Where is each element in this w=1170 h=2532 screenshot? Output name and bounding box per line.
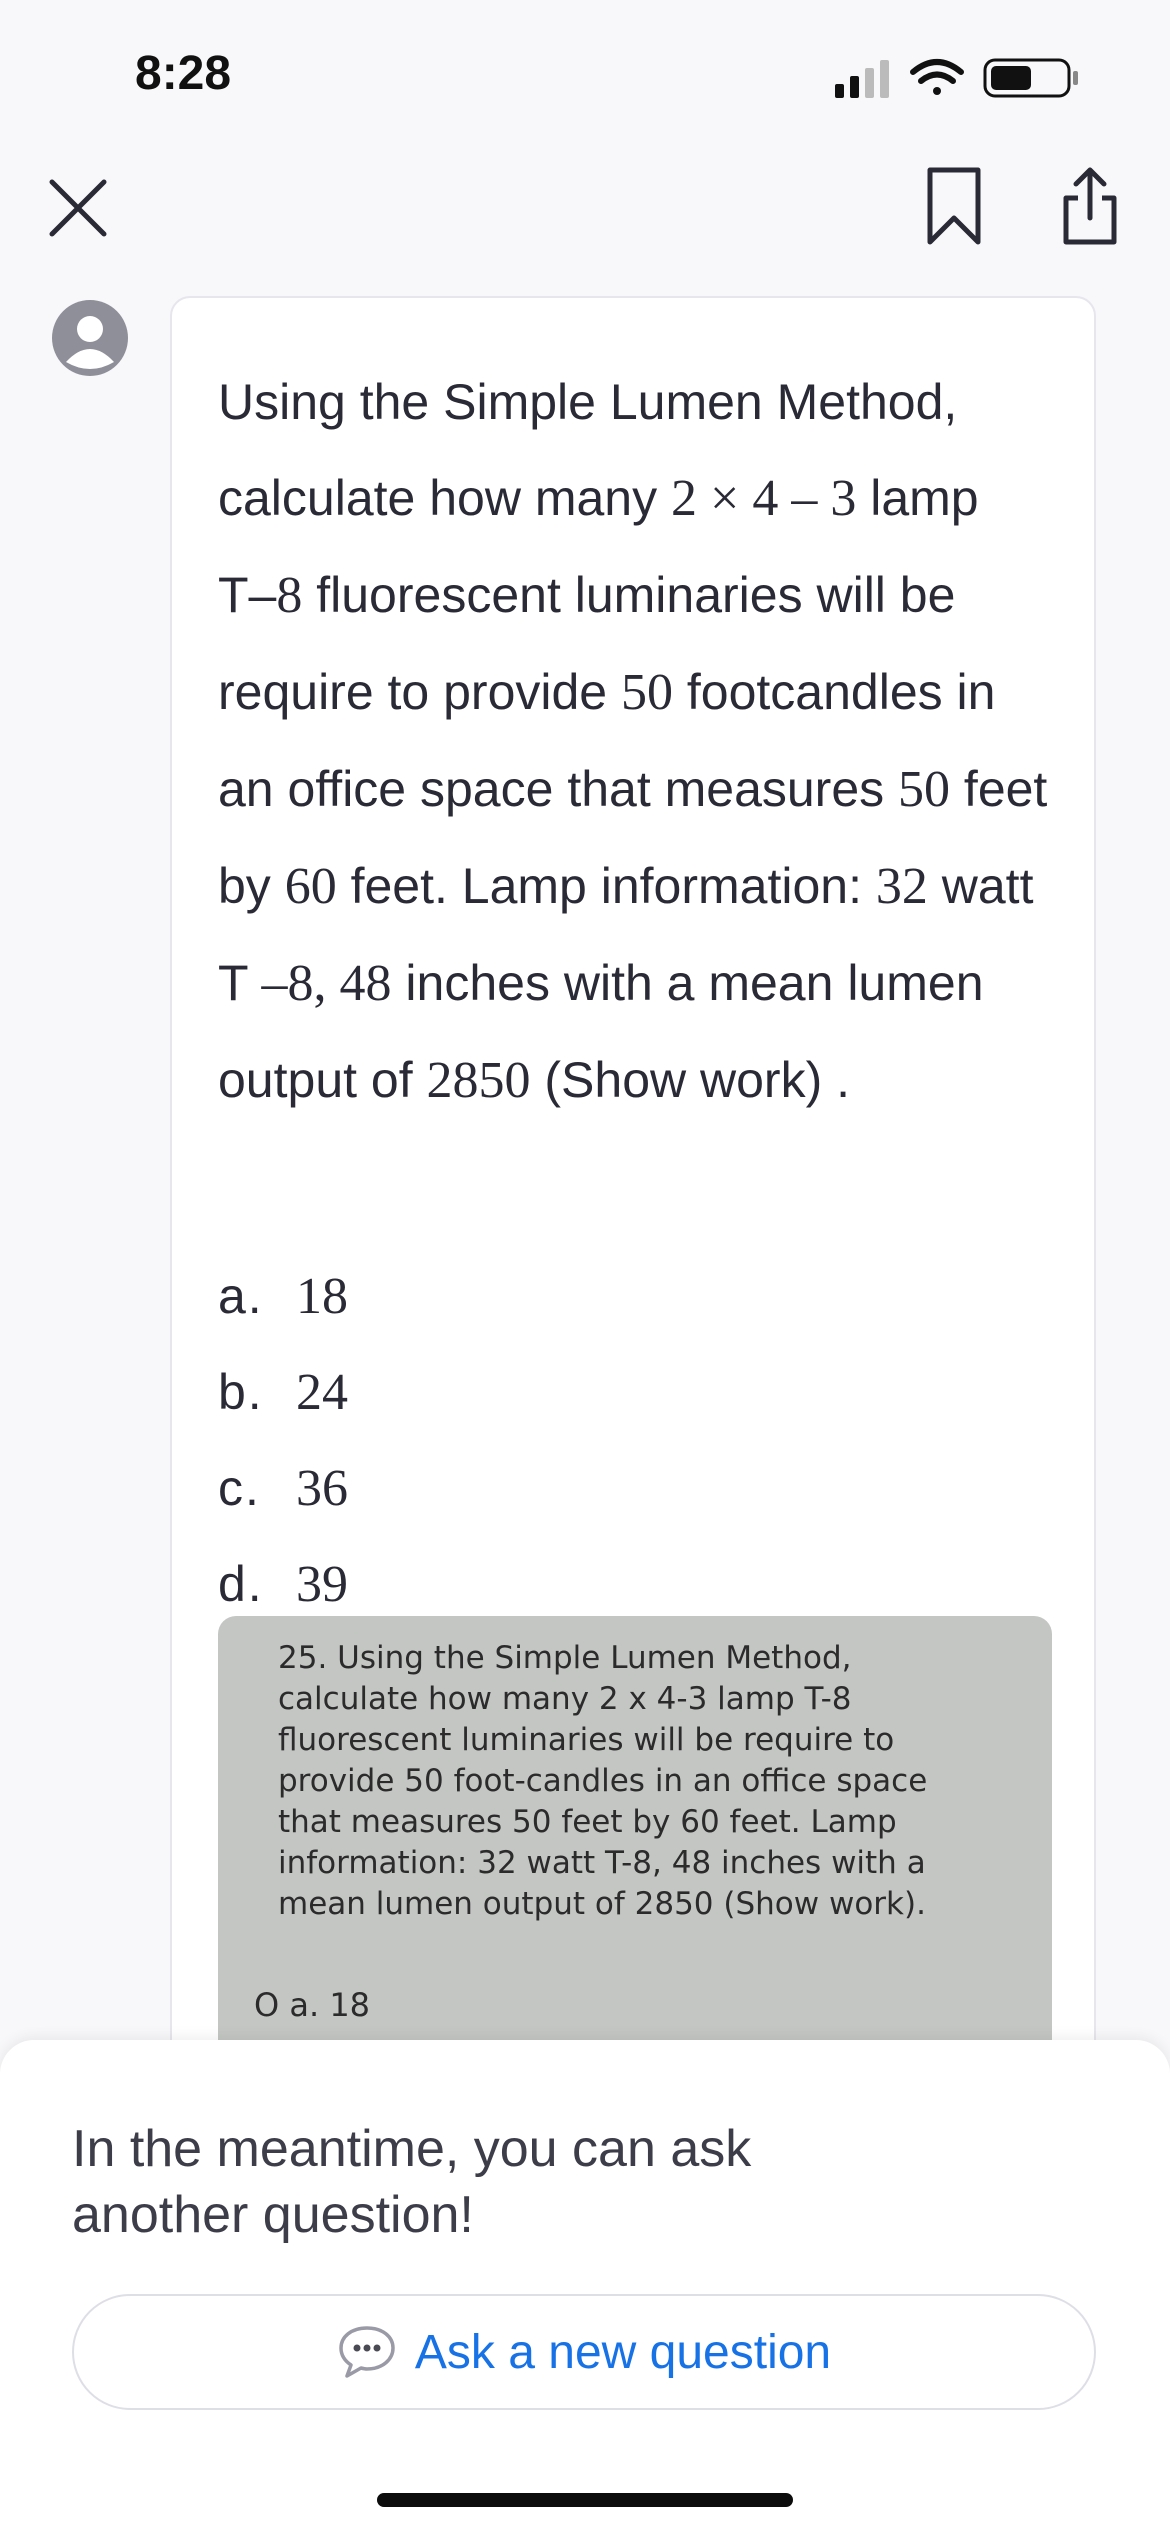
ask-new-question-button[interactable] bbox=[72, 2294, 1096, 2410]
question-text-part: inches with a mean lumen output of bbox=[218, 955, 984, 1108]
question-math: 2850 bbox=[426, 1052, 531, 1109]
ask-new-question-label: Ask a new question bbox=[414, 2325, 832, 2379]
option-value: 39 bbox=[296, 1556, 348, 1613]
photo-option-a: O a. 18 bbox=[254, 1986, 371, 2024]
question-math: 60 bbox=[284, 858, 337, 915]
question-math: 50 bbox=[621, 664, 674, 721]
option-value: 18 bbox=[296, 1268, 348, 1325]
option-value: 24 bbox=[296, 1364, 348, 1421]
question-card bbox=[170, 296, 1096, 2096]
question-math: –8, 48 bbox=[261, 955, 392, 1012]
answer-option bbox=[218, 1344, 1048, 1440]
answer-options bbox=[218, 1248, 1048, 1632]
option-letter: c. bbox=[218, 1460, 261, 1516]
question-text-part: (Show work) . bbox=[530, 1052, 851, 1108]
question-math: 8 bbox=[276, 567, 303, 624]
question-text-part: Using the Simple Lumen Method, calculate how many bbox=[218, 374, 958, 526]
wifi-icon bbox=[913, 62, 961, 95]
home-indicator bbox=[377, 2493, 793, 2507]
answer-option bbox=[218, 1440, 1048, 1536]
close-icon[interactable] bbox=[46, 176, 110, 240]
option-letter: a. bbox=[218, 1268, 264, 1324]
photo-question-text: 25. Using the Simple Lumen Method, calculate how many 2 x 4-3 lamp T-8 fluorescent luminaries will be require to provide 50 foot-candles in an office space that measures 50 feet by 60 feet. Lamp information: 32 watt T-8, 48 inches with a mean lumen output of 2850 (Show work). bbox=[278, 1640, 928, 1922]
answer-option bbox=[218, 1248, 1048, 1344]
status-bar bbox=[0, 0, 1170, 150]
question-text-part: lamp T– bbox=[218, 470, 979, 623]
question-text-part: footcandles in an office space that measures bbox=[218, 664, 996, 817]
bookmark-icon[interactable] bbox=[926, 166, 982, 246]
status-time: 8:28 bbox=[135, 47, 232, 100]
question-math: 2 × 4 – 3 bbox=[671, 470, 857, 527]
question-text-part: feet by bbox=[218, 761, 1048, 914]
chat-bubble-icon bbox=[337, 2324, 397, 2380]
share-icon[interactable] bbox=[1060, 166, 1120, 246]
question-text-part: feet. Lamp information: bbox=[336, 858, 876, 914]
system-status-icons bbox=[835, 56, 1085, 100]
option-value: 36 bbox=[296, 1460, 348, 1517]
user-avatar-icon bbox=[52, 300, 128, 376]
question-text-part: watt T bbox=[218, 858, 1034, 1011]
question-text bbox=[218, 354, 1048, 1129]
cellular-signal-icon bbox=[835, 60, 889, 98]
top-toolbar bbox=[0, 150, 1170, 280]
question-text-part: fluorescent luminaries will be require to provide bbox=[218, 567, 956, 720]
battery-icon bbox=[985, 60, 1078, 96]
option-letter: b. bbox=[218, 1364, 264, 1420]
question-math: 32 bbox=[875, 858, 928, 915]
bottom-sheet bbox=[0, 2040, 1170, 2532]
meantime-message: In the meantime, you can ask another question! bbox=[72, 2120, 752, 2244]
question-math: 50 bbox=[898, 761, 951, 818]
option-letter: d. bbox=[218, 1556, 264, 1612]
